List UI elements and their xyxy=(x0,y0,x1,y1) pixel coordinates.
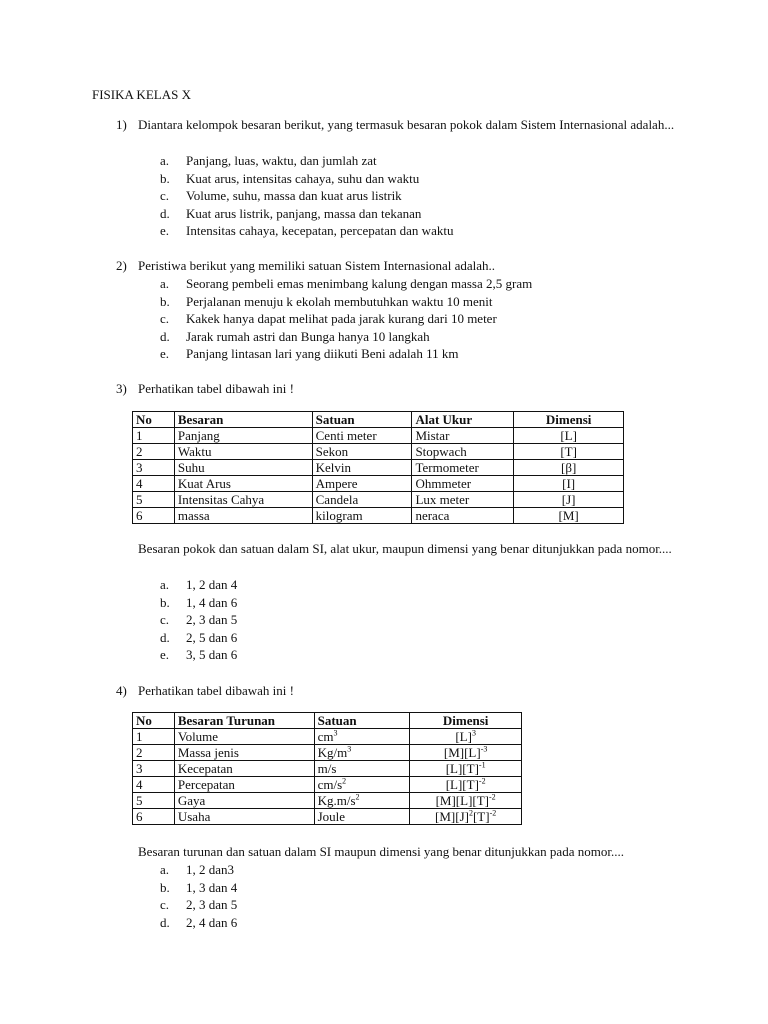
table-cell: Kelvin xyxy=(312,460,412,476)
table-cell: 2 xyxy=(133,444,175,460)
table-header-cell: Besaran xyxy=(174,412,312,428)
table-cell: Termometer xyxy=(412,460,514,476)
table-cell: 6 xyxy=(133,809,175,825)
table-cell: [T] xyxy=(514,444,624,460)
question-number: 4) xyxy=(116,683,127,698)
table-cell: Centi meter xyxy=(312,428,412,444)
table-cell: Lux meter xyxy=(412,492,514,508)
table-cell: 1 xyxy=(133,428,175,444)
table-cell: Volume xyxy=(174,729,314,745)
table-cell: Panjang xyxy=(174,428,312,444)
table-cell: Intensitas Cahya xyxy=(174,492,312,508)
question-text: Diantara kelompok besaran berikut, yang termasuk besaran pokok dalam Sistem Internasional adalah... xyxy=(138,117,675,132)
table-row xyxy=(133,777,522,793)
table-cell: 1 xyxy=(133,729,175,745)
table-cell: Ampere xyxy=(312,476,412,492)
table-besaran-turunan xyxy=(132,712,522,825)
table-cell: 3 xyxy=(133,460,175,476)
document-page: FISIKA KELAS X 1) Diantara kelompok besaran berikut, yang termasuk besaran pokok dalam Sistem Internasional adalah... a. Panjang, luas, waktu, dan jumlah zat b. Kuat arus, intensitas cahaya, suhu dan waktu c. Volume, suhu, massa dan kuat arus listrik d. Kuat arus listrik, panjang, massa dan tekanan e. Intensitas cahaya, kecepatan, percepatan dan waktu 2) Peristiwa berikut yang memiliki satuan Sistem Internasional adalah.. a. Seorang pembeli emas menimbang kalung dengan massa 2,5 gram b. Perjalanan menuju k ekolah membutuhkan waktu 10 menit c. Kakek hanya dapat melihat pada jarak kurang dari 10 meter d. Jarak rumah astri dan Bunga hanya 10 langkah e. Panjang lintasan lari yang diikuti Beni adalah 11 km 3) Perhatikan tabel dibawah ini ! No Besaran Satuan Alat Ukur Dimensi 1 Panjang Centi meter Mistar [L] 2 Waktu Sekon Stopwach [T] 3 Suhu Kelvin Termometer [β] 4 Kuat Arus Ampere Ohmmeter [I] 5 Intensitas Cahya Candela Lux meter [J] 6 massa kilogram neraca [M] Besaran pokok dan satuan dalam SI, alat ukur, maupun dimensi yang benar ditunjukkan pada nomor.... a. 1, 2 dan 4 b. 1, 4 dan 6 c. 2, 3 dan 5 d. 2, 5 dan 6 e. 3, 5 dan 6 4) Perhatikan tabel dibawah ini ! No Besaran Turunan Satuan Dimensi 1 Volume $cm^3$ $[L]^3$ 2 Massa jenis $Kg/m^3$ $[M][L]^{-3}$ 3 Kecepatan m/s $[L][T]^{-1}$ 4 Percepatan $cm/s^2$ $[L][T]^{-2}$ 5 Gaya $Kg.m/s^2$ $[M][L][T]^{-2}$ 6 Usaha Joule $[M][J]^2[T]^{-2}$ Besaran turunan dan satuan dalam SI maupun dimensi yang benar ditunjukkan pada nomor.... a. 1, 2 dan3 b. 1, 3 dan 4 c. 2, 3 dan 5 d. 2, 4 dan 6 xyxy=(0,0,768,1024)
table-cell-dimension: $[M][L][T]^{-2}$ xyxy=(410,793,522,809)
table-row xyxy=(133,745,522,761)
question-text: Perhatikan tabel dibawah ini ! xyxy=(138,683,294,698)
table-header-cell: No xyxy=(133,713,175,729)
table-header-cell: Alat Ukur xyxy=(412,412,514,428)
table-cell: Mistar xyxy=(412,428,514,444)
table-cell-dimension: $[L][T]^{-1}$ xyxy=(410,761,522,777)
table-cell: Waktu xyxy=(174,444,312,460)
table-cell: 4 xyxy=(133,476,175,492)
document-title: FISIKA KELAS X xyxy=(92,87,191,102)
question-number: 2) xyxy=(116,258,127,273)
table-cell: neraca xyxy=(412,508,514,524)
table-row xyxy=(133,444,624,460)
question-number: 3) xyxy=(116,381,127,396)
table-header-row xyxy=(133,412,624,428)
table-row xyxy=(133,729,522,745)
table-header-cell: Dimensi xyxy=(514,412,624,428)
table-cell: [J] xyxy=(514,492,624,508)
table-header-cell: Satuan xyxy=(312,412,412,428)
table-cell-dimension: $[L]^3$ xyxy=(410,729,522,745)
table-cell-unit: $cm/s^2$ xyxy=(314,777,410,793)
table-cell-unit: $Kg.m/s^2$ xyxy=(314,793,410,809)
table-cell-unit: Joule xyxy=(314,809,410,825)
table-cell: Suhu xyxy=(174,460,312,476)
table-cell: Ohmmeter xyxy=(412,476,514,492)
table-cell: 6 xyxy=(133,508,175,524)
table-row xyxy=(133,809,522,825)
table-cell: Usaha xyxy=(174,809,314,825)
table-cell: [I] xyxy=(514,476,624,492)
question-text: Perhatikan tabel dibawah ini ! xyxy=(138,381,294,396)
table-header-row xyxy=(133,713,522,729)
table-cell: Stopwach xyxy=(412,444,514,460)
table-row xyxy=(133,793,522,809)
table-cell-dimension: $[L][T]^{-2}$ xyxy=(410,777,522,793)
table-besaran-pokok xyxy=(132,411,624,524)
table-header-cell: Besaran Turunan xyxy=(174,713,314,729)
table-cell-dimension: $[M][J]^2[T]^{-2}$ xyxy=(410,809,522,825)
table-cell: 2 xyxy=(133,745,175,761)
table-row xyxy=(133,476,624,492)
question-text: Peristiwa berikut yang memiliki satuan Sistem Internasional adalah.. xyxy=(138,258,496,273)
table-cell: massa xyxy=(174,508,312,524)
table-cell: [β] xyxy=(514,460,624,476)
table-row xyxy=(133,460,624,476)
table-cell: Sekon xyxy=(312,444,412,460)
question-3-statement: Besaran pokok dan satuan dalam SI, alat ukur, maupun dimensi yang benar ditunjukkan pada nomor.... xyxy=(138,541,672,556)
table-cell: Candela xyxy=(312,492,412,508)
table-header-cell: Satuan xyxy=(314,713,410,729)
table-cell: 5 xyxy=(133,492,175,508)
table-cell-unit: m/s xyxy=(314,761,410,777)
table-cell: kilogram xyxy=(312,508,412,524)
table-cell: Kuat Arus xyxy=(174,476,312,492)
question-number: 1) xyxy=(116,117,127,132)
table-cell-dimension: $[M][L]^{-3}$ xyxy=(410,745,522,761)
table-cell: 3 xyxy=(133,761,175,777)
table-cell: Percepatan xyxy=(174,777,314,793)
table-cell: 5 xyxy=(133,793,175,809)
table-cell: 4 xyxy=(133,777,175,793)
table-cell: [L] xyxy=(514,428,624,444)
table-header-cell: Dimensi xyxy=(410,713,522,729)
table-cell: Gaya xyxy=(174,793,314,809)
table-cell-unit: $cm^3$ xyxy=(314,729,410,745)
table-cell-unit: $Kg/m^3$ xyxy=(314,745,410,761)
table-row xyxy=(133,428,624,444)
table-header-cell: No xyxy=(133,412,175,428)
table-row xyxy=(133,761,522,777)
table-cell: Kecepatan xyxy=(174,761,314,777)
question-4-statement: Besaran turunan dan satuan dalam SI maupun dimensi yang benar ditunjukkan pada nomor.... xyxy=(138,844,624,859)
table-row xyxy=(133,508,624,524)
table-row xyxy=(133,492,624,508)
table-cell: Massa jenis xyxy=(174,745,314,761)
table-cell: [M] xyxy=(514,508,624,524)
